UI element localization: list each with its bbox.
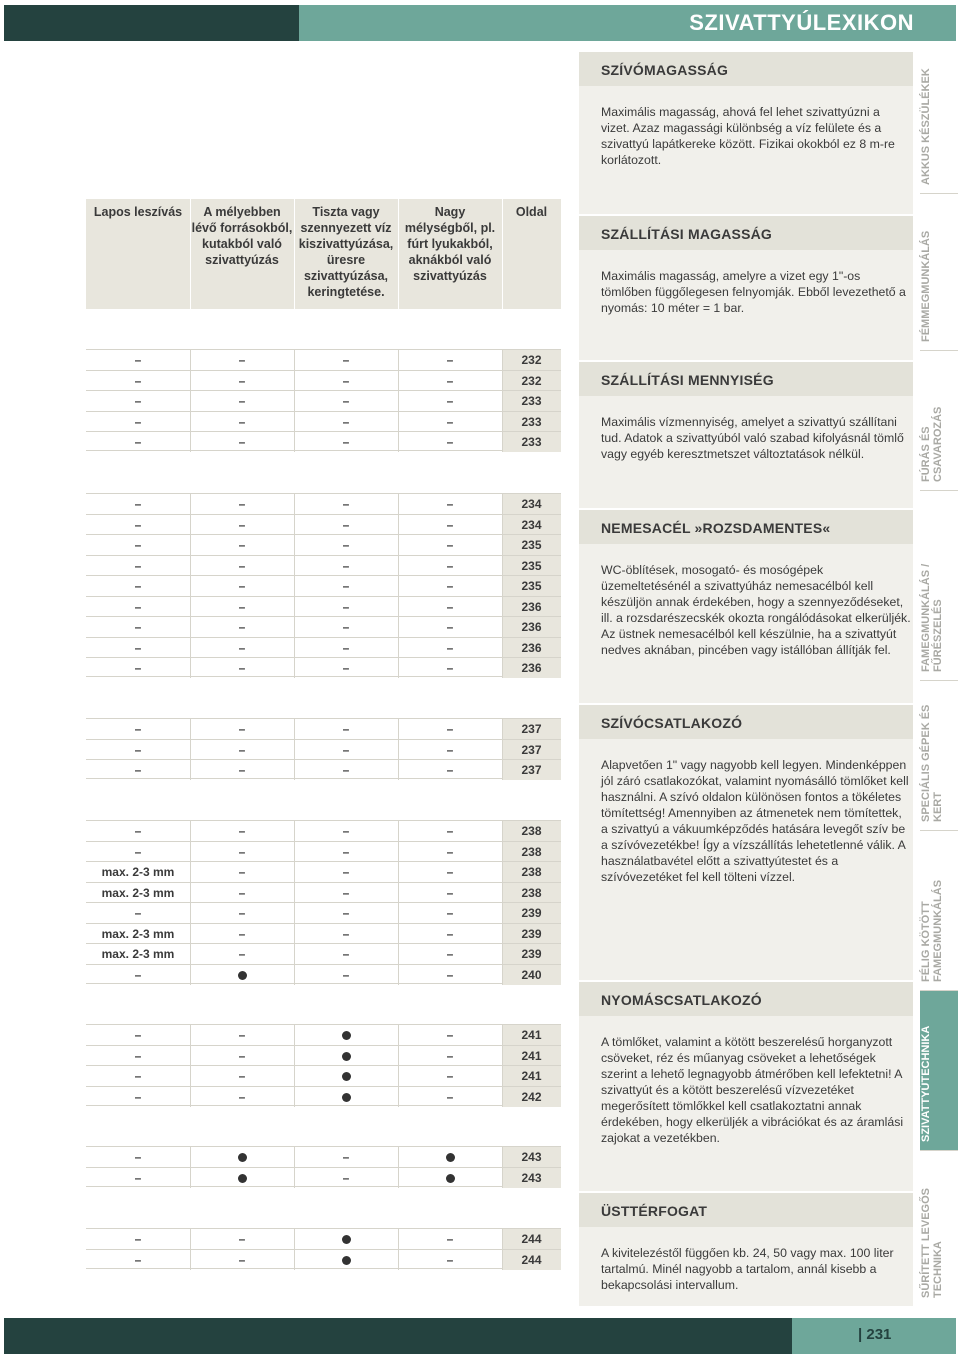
table-cell: – — [134, 722, 142, 736]
bullet-dot-icon — [446, 1153, 455, 1162]
table-cell: – — [134, 517, 142, 532]
table-cell: – — [238, 947, 246, 961]
bullet-dot-icon — [238, 1174, 247, 1183]
table-cell: – — [238, 538, 246, 552]
table-cell: – — [134, 1089, 142, 1104]
table-cell: – — [446, 763, 454, 777]
column-header-flat-suction: Lapos leszívás — [93, 205, 183, 219]
side-tab[interactable] — [920, 830, 958, 990]
column-header-clean-dirty-water: Tiszta vagy szennyezett víz kiszivattyúzása, üresre szivattyúzása, keringtetése. — [298, 205, 394, 299]
section-text: A tömlőket, valamint a kötött beszerelésű horganyzott csöveket, réz és műanyag csöveket a lehetőségek szerint a lehető legnagyobb átmérőben kell lefektetni! A szivattyút és a kötött beszerelésű vízvezetéket megerősített tömlőkkel kell csatlakoztatni annak érdekében, hogy elkerüljék a vibrációkat és az áramlási zajokat a vezetékben. — [601, 1035, 904, 1145]
table-cell — [294, 1048, 398, 1064]
table-cell: – — [446, 517, 454, 532]
table-cell: – — [238, 1089, 246, 1104]
table-cell: max. 2-3 mm — [101, 947, 175, 961]
table-cell: – — [342, 435, 350, 449]
table-cell: – — [134, 742, 142, 757]
table-cell: – — [446, 538, 454, 552]
table-cell — [398, 1170, 502, 1186]
table-cell: – — [134, 1252, 142, 1267]
table-cell: – — [238, 558, 246, 573]
table-cell: – — [134, 844, 142, 859]
table-cell: – — [134, 497, 142, 511]
side-tab[interactable] — [920, 990, 958, 1150]
table-row — [86, 657, 561, 677]
bullet-dot-icon — [342, 1093, 351, 1102]
table-row — [86, 1228, 561, 1248]
section-title: NYOMÁSCSATLAKOZÓ — [601, 992, 762, 1008]
section-title: SZÍVÓCSATLAKOZÓ — [601, 715, 743, 731]
table-cell: – — [446, 599, 454, 614]
table-cell: – — [446, 865, 454, 879]
page-ref-cell: 238 — [502, 842, 561, 862]
table-cell: – — [238, 599, 246, 614]
page-ref-cell: 239 — [502, 903, 561, 923]
table-row — [86, 575, 561, 595]
table-cell: – — [446, 885, 454, 900]
page-ref-cell: 241 — [502, 1046, 561, 1066]
section-text: Maximális vízmennyiség, amelyet a szivattyú szállítani tud. Adatok a szivattyúból való szabad kifolyásnál tömlő vagy egyéb keresztmetszet változtatások nélkül. — [601, 415, 904, 461]
table-cell: – — [238, 394, 246, 408]
table-cell: – — [446, 1048, 454, 1063]
table-cell: – — [446, 906, 454, 920]
table-cell: – — [342, 1150, 350, 1164]
table-row — [86, 882, 561, 902]
table-cell: – — [134, 640, 142, 655]
table-cell: max. 2-3 mm — [101, 885, 175, 900]
section-text: Maximális magasság, amelyre a vizet egy 1"-os tömlőben függőlegesen felnyomják. Ebből levezethető a nyomás: 10 méter = 1 bar. — [601, 269, 906, 315]
bullet-dot-icon — [446, 1174, 455, 1183]
table-cell: – — [238, 926, 246, 941]
table-cell: – — [342, 947, 350, 961]
side-tab-label: FAMEGMUNKÁLÁS / FŰRÉSZELÉS — [920, 563, 944, 672]
table-row — [86, 1249, 561, 1269]
table-cell: – — [134, 661, 142, 675]
column-header-page: Oldal — [515, 205, 548, 219]
side-tab-label: FÉMMEGMUNKÁLÁS — [920, 230, 932, 342]
table-cell: – — [446, 967, 454, 982]
table-cell: – — [134, 1232, 142, 1246]
table-row — [86, 514, 561, 534]
table-cell — [294, 1089, 398, 1105]
table-header — [86, 199, 561, 309]
table-cell: – — [446, 926, 454, 941]
table-row — [86, 555, 561, 575]
table-cell: – — [134, 435, 142, 449]
table-cell: – — [134, 538, 142, 552]
page-number: | 231 — [858, 1326, 892, 1343]
table-cell — [294, 1068, 398, 1084]
side-tab-label: AKKUS KÉSZÜLÉKEK — [920, 68, 932, 185]
table-cell: – — [238, 435, 246, 449]
page-ref-cell: 244 — [502, 1229, 561, 1249]
page-ref-cell: 234 — [502, 515, 561, 535]
table-row — [86, 637, 561, 657]
table-cell: – — [134, 394, 142, 408]
bullet-dot-icon — [342, 1256, 351, 1265]
page-ref-cell: 234 — [502, 494, 561, 514]
section-text: A kivitelezéstől függően kb. 24, 50 vagy max. 100 liter tartalmú. Minél nagyobb a tartalom, annál kisebb a bekapcsolási intervallum. — [601, 1246, 894, 1292]
table-cell: – — [134, 373, 142, 388]
table-cell: – — [446, 497, 454, 511]
table-cell: – — [342, 885, 350, 900]
table-cell: – — [134, 579, 142, 593]
column-header-deep-wells: A mélyebben lévő forrásokból, kutakból való szivattyúzás — [191, 205, 293, 267]
table-cell: – — [134, 558, 142, 573]
table-cell: – — [342, 414, 350, 429]
side-tab-label: FÉLIG KÖTÖTT FAMEGMUNKÁLÁS — [920, 879, 944, 982]
table-cell: – — [238, 824, 246, 838]
table-cell: – — [238, 742, 246, 757]
section-title: SZÁLLÍTÁSI MENNYISÉG — [601, 372, 774, 388]
table-cell: – — [446, 1232, 454, 1246]
side-tab[interactable] — [920, 50, 958, 193]
section-text: Maximális magasság, ahová fel lehet szivattyúzni a vizet. Azaz magassági különbség a víz felülete és a szivattyú lapátkereke között. Fizikai okokból ez 8 m-re korlátozott. — [601, 105, 895, 167]
table-cell: – — [342, 538, 350, 552]
table-row — [86, 493, 561, 513]
table-row — [86, 964, 561, 984]
table-row — [86, 1086, 561, 1106]
side-tab-label: SZIVATTYÚTECHNIKA — [920, 1025, 932, 1142]
page-title: SZIVATTYÚLEXIKON — [689, 10, 914, 35]
page-ref-cell: 238 — [502, 862, 561, 882]
page-ref-cell: 233 — [502, 432, 561, 452]
bullet-dot-icon — [342, 1072, 351, 1081]
table-cell: – — [134, 1150, 142, 1164]
table-row — [86, 1024, 561, 1044]
table-row — [86, 534, 561, 554]
side-tab[interactable] — [920, 350, 958, 490]
page-ref-cell: 233 — [502, 391, 561, 411]
table-cell: – — [342, 373, 350, 388]
table-row — [86, 390, 561, 410]
table-cell: – — [446, 742, 454, 757]
page-ref-cell: 235 — [502, 535, 561, 555]
page-ref-cell: 236 — [502, 597, 561, 617]
table-cell: – — [342, 844, 350, 859]
side-tab[interactable] — [920, 490, 958, 680]
table-cell: – — [446, 824, 454, 838]
table-cell: – — [342, 926, 350, 941]
table-cell: – — [238, 517, 246, 532]
header-bar-dark — [4, 5, 299, 41]
table-cell: – — [446, 1028, 454, 1042]
table-cell: – — [238, 906, 246, 920]
table-cell: – — [342, 824, 350, 838]
table-cell: – — [446, 947, 454, 961]
table-cell: – — [238, 1252, 246, 1267]
page-ref-cell: 239 — [502, 944, 561, 964]
section-title: NEMESACÉL »ROZSDAMENTES« — [601, 520, 831, 536]
table-cell: – — [134, 1028, 142, 1042]
table-cell: – — [134, 1170, 142, 1185]
table-cell: – — [134, 967, 142, 982]
side-tab-label: SPECIÁLIS GÉPEK ÉS KERT — [920, 704, 944, 822]
table-cell: – — [446, 414, 454, 429]
table-cell: – — [342, 394, 350, 408]
page-ref-cell: 233 — [502, 412, 561, 432]
table-cell: – — [446, 394, 454, 408]
table-cell: – — [238, 865, 246, 879]
section-header — [579, 508, 913, 544]
table-cell: – — [342, 640, 350, 655]
table-cell — [294, 1252, 398, 1268]
column-header-great-depth: Nagy mélységből, pl. fúrt lyukakból, aknákból való szivattyúzás — [404, 205, 496, 283]
bullet-dot-icon — [342, 1052, 351, 1061]
page-ref-cell: 238 — [502, 821, 561, 841]
table-cell: – — [342, 742, 350, 757]
table-row — [86, 902, 561, 922]
table-cell: – — [238, 1232, 246, 1246]
section-header — [579, 980, 913, 1016]
table-row — [86, 759, 561, 779]
page-ref-cell: 244 — [502, 1250, 561, 1270]
table-cell: – — [134, 906, 142, 920]
page-ref-cell: 237 — [502, 760, 561, 780]
table-cell — [190, 1149, 294, 1165]
section-title: ÜSTTÉRFOGAT — [601, 1203, 708, 1219]
table-cell: – — [238, 885, 246, 900]
table-cell: – — [446, 722, 454, 736]
table-cell: – — [342, 1170, 350, 1185]
page-ref-cell: 243 — [502, 1168, 561, 1188]
table-cell: – — [238, 1069, 246, 1083]
section-header — [579, 1191, 913, 1227]
section-title: SZÍVÓMAGASSÁG — [601, 62, 729, 78]
side-tab-label: SŰRÍTETT LEVEGŐS TECHNIKA — [920, 1187, 944, 1298]
table-cell: – — [342, 353, 350, 367]
table-cell: max. 2-3 mm — [101, 865, 175, 879]
page-ref-cell: 236 — [502, 658, 561, 678]
table-row — [86, 841, 561, 861]
page-ref-cell: 237 — [502, 719, 561, 739]
table-cell: – — [446, 1252, 454, 1267]
table-cell: – — [342, 620, 350, 634]
footer-bar-dark — [4, 1318, 792, 1354]
table-cell: – — [446, 640, 454, 655]
table-cell: – — [134, 1069, 142, 1083]
table-cell — [190, 967, 294, 983]
table-cell: – — [446, 373, 454, 388]
table-cell: – — [134, 763, 142, 777]
table-row — [86, 349, 561, 369]
table-cell: – — [342, 763, 350, 777]
table-cell — [294, 1027, 398, 1043]
section-header — [579, 50, 913, 86]
table-cell: – — [342, 865, 350, 879]
bullet-dot-icon — [238, 971, 247, 980]
page-ref-cell: 235 — [502, 556, 561, 576]
table-cell: – — [238, 414, 246, 429]
page-ref-cell: 237 — [502, 740, 561, 760]
table-row — [86, 616, 561, 636]
table-cell: – — [342, 906, 350, 920]
bullet-dot-icon — [342, 1235, 351, 1244]
section-title: SZÁLLÍTÁSI MAGASSÁG — [601, 226, 773, 242]
table-cell: – — [446, 1069, 454, 1083]
table-row — [86, 943, 561, 963]
page-ref-cell: 242 — [502, 1087, 561, 1107]
page-ref-cell: 238 — [502, 883, 561, 903]
table-cell: – — [134, 824, 142, 838]
side-tab[interactable] — [920, 1150, 958, 1306]
table-cell: – — [238, 579, 246, 593]
table-cell: – — [238, 373, 246, 388]
table-cell: – — [342, 722, 350, 736]
table-row — [86, 370, 561, 390]
table-cell: – — [238, 763, 246, 777]
table-cell — [294, 1231, 398, 1247]
page-ref-cell: 239 — [502, 924, 561, 944]
table-row — [86, 596, 561, 616]
table-cell: – — [238, 722, 246, 736]
section-header — [579, 214, 913, 250]
table-cell: – — [134, 620, 142, 634]
table-row — [86, 820, 561, 840]
table-cell — [190, 1170, 294, 1186]
page-ref-cell: 241 — [502, 1066, 561, 1086]
table-cell: – — [446, 558, 454, 573]
table-cell: – — [134, 599, 142, 614]
page-ref-cell: 236 — [502, 617, 561, 637]
page-ref-cell: 236 — [502, 638, 561, 658]
page-ref-cell: 235 — [502, 576, 561, 596]
table-cell: – — [134, 414, 142, 429]
table-cell: – — [238, 640, 246, 655]
table-row — [86, 411, 561, 431]
table-cell: – — [446, 353, 454, 367]
table-row — [86, 1065, 561, 1085]
table-row — [86, 1167, 561, 1187]
side-tab-label: FÚRÁS ÉS CSAVAROZÁS — [920, 406, 944, 482]
table-cell: – — [238, 1028, 246, 1042]
table-cell: – — [238, 1048, 246, 1063]
table-row — [86, 861, 561, 881]
table-cell: – — [238, 661, 246, 675]
table-cell: – — [446, 1089, 454, 1104]
page-ref-cell: 241 — [502, 1025, 561, 1045]
table-row — [86, 431, 561, 451]
table-row — [86, 923, 561, 943]
table-row — [86, 1045, 561, 1065]
table-cell: – — [238, 353, 246, 367]
table-cell: – — [342, 558, 350, 573]
table-cell: – — [238, 844, 246, 859]
table-cell: – — [342, 517, 350, 532]
page-ref-cell: 243 — [502, 1147, 561, 1167]
table-cell: – — [342, 661, 350, 675]
bullet-dot-icon — [238, 1153, 247, 1162]
table-cell: – — [238, 497, 246, 511]
table-cell — [398, 1149, 502, 1165]
table-cell: – — [446, 844, 454, 859]
table-cell: – — [446, 435, 454, 449]
section-header — [579, 703, 913, 739]
table-cell: – — [446, 579, 454, 593]
section-text: Alapvetően 1" vagy nagyobb kell legyen. Mindenképpen jól záró csatlakozókat, valamint nyomásálló tömlőket kell használni. A szívó oldalon különösen fontos a tökéletes tömítettség! Amennyiben az átmenetek nem tömítettek, a szivattyú a vákuumképződés hatására levegőt szív be a szívóvezetékbe! Így a vízszállítás lehetetlenné válik. A használatbavétel előtt a szivattyútestet és a szívóvezetéket fel kell tölteni vízzel. — [601, 758, 909, 884]
bullet-dot-icon — [342, 1031, 351, 1040]
table-row — [86, 1146, 561, 1166]
table-cell: – — [342, 579, 350, 593]
table-cell: – — [446, 620, 454, 634]
section-header — [579, 360, 913, 396]
page-ref-cell: 232 — [502, 350, 561, 370]
section-text: WC-öblítések, mosogató- és mosógépek üzemeltetésénél a szivattyúház nemesacélból kell készüljön annak érdekében, hogy a szennyeződéseket, ill. a rozsdarészecskék okozta rongálódásokat elkerüljék. Az üstnek nemesacélból kell készülnie, ha a szivattyút nedves aknában, pincében vagy istállóban állítják fel. — [601, 563, 911, 657]
table-cell: – — [342, 497, 350, 511]
table-cell: – — [134, 1048, 142, 1063]
table-cell: – — [342, 967, 350, 982]
table-cell: – — [134, 353, 142, 367]
table-cell: – — [342, 599, 350, 614]
table-row — [86, 739, 561, 759]
table-cell: – — [446, 661, 454, 675]
table-cell: – — [238, 620, 246, 634]
side-tab[interactable] — [920, 193, 958, 350]
table-row — [86, 718, 561, 738]
table-cell: max. 2-3 mm — [101, 926, 175, 941]
page-ref-cell: 232 — [502, 371, 561, 391]
page-ref-cell: 240 — [502, 965, 561, 985]
side-tab[interactable] — [920, 680, 958, 830]
